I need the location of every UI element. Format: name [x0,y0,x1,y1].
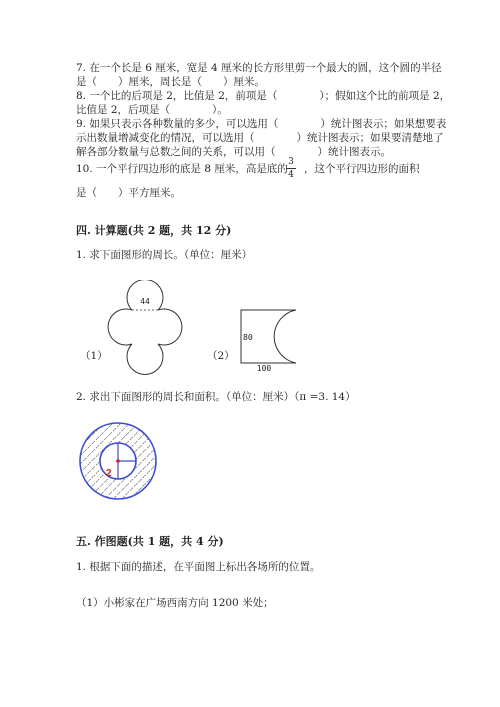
clover-chord-label: 44 [140,297,150,306]
section4-title: 四. 计算题(共 2 题，共 12 分) [76,224,232,237]
figure2-height-label: 80 [243,333,253,342]
q10-fraction [286,157,296,180]
q10-line-2: 是（ ）平方厘米。 [76,187,181,199]
figure2-width-label: 100 [256,364,272,373]
figure3-annulus [76,417,162,507]
figure2-label: （2） [207,350,235,362]
fraction-denominator: 4 [288,170,294,180]
q10-line-1a: 10. 一个平行四边形的底是 8 厘米，高是底的 [76,163,288,175]
clover-outline [108,280,182,374]
q7-line-2: 是（ ）厘米，周长是（ ）厘米。 [76,76,265,88]
q9-line-2: 示出数量增减变化的情况，可以选用（ ）统计图表示；如果要清楚地了 [76,132,444,144]
q10-line-1b: ，这个平行四边形的面积 [304,163,420,175]
section5-q1: 1. 根据下面的描述，在平面图上标出各场所的位置。 [76,561,321,573]
q8-line-2: 比值是 2，后项是（ ）。 [76,104,228,116]
section5-q1-item1: （1）小彬家在广场西南方向 1200 米处； [76,597,274,609]
inner-radius-label: 2 [106,468,112,479]
q9-line-1: 9. 如果只表示各种数量的多少，可以选用（ ）统计图表示；如果想要表 [76,118,447,130]
figure1-label: （1） [80,350,108,362]
figure2-rect-semicircle [236,305,306,375]
q9-line-3: 解各部分数量与总数之间的关系，可以用（ ）统计图表示。 [76,146,391,158]
section5-title: 五. 作图题(共 1 题，共 4 分) [76,535,224,548]
fraction-numerator: 3 [288,157,294,167]
q8-line-1: 8. 一个比的后项是 2，比值是 2，前项是（ ）；假如这个比的前项是 2， [76,90,451,102]
section4-q1: 1. 求下面图形的周长。（单位：厘米） [76,249,253,261]
section4-q2: 2. 求出下面图形的周长和面积。（单位：厘米）（π =3. 14） [76,391,356,403]
q7-line-1: 7. 在一个长是 6 厘米，宽是 4 厘米的长方形里剪一个最大的圆，这个圆的半径 [76,62,442,74]
fraction-bar [286,168,296,169]
figure1-clover [100,280,190,375]
center-dot [116,459,120,463]
